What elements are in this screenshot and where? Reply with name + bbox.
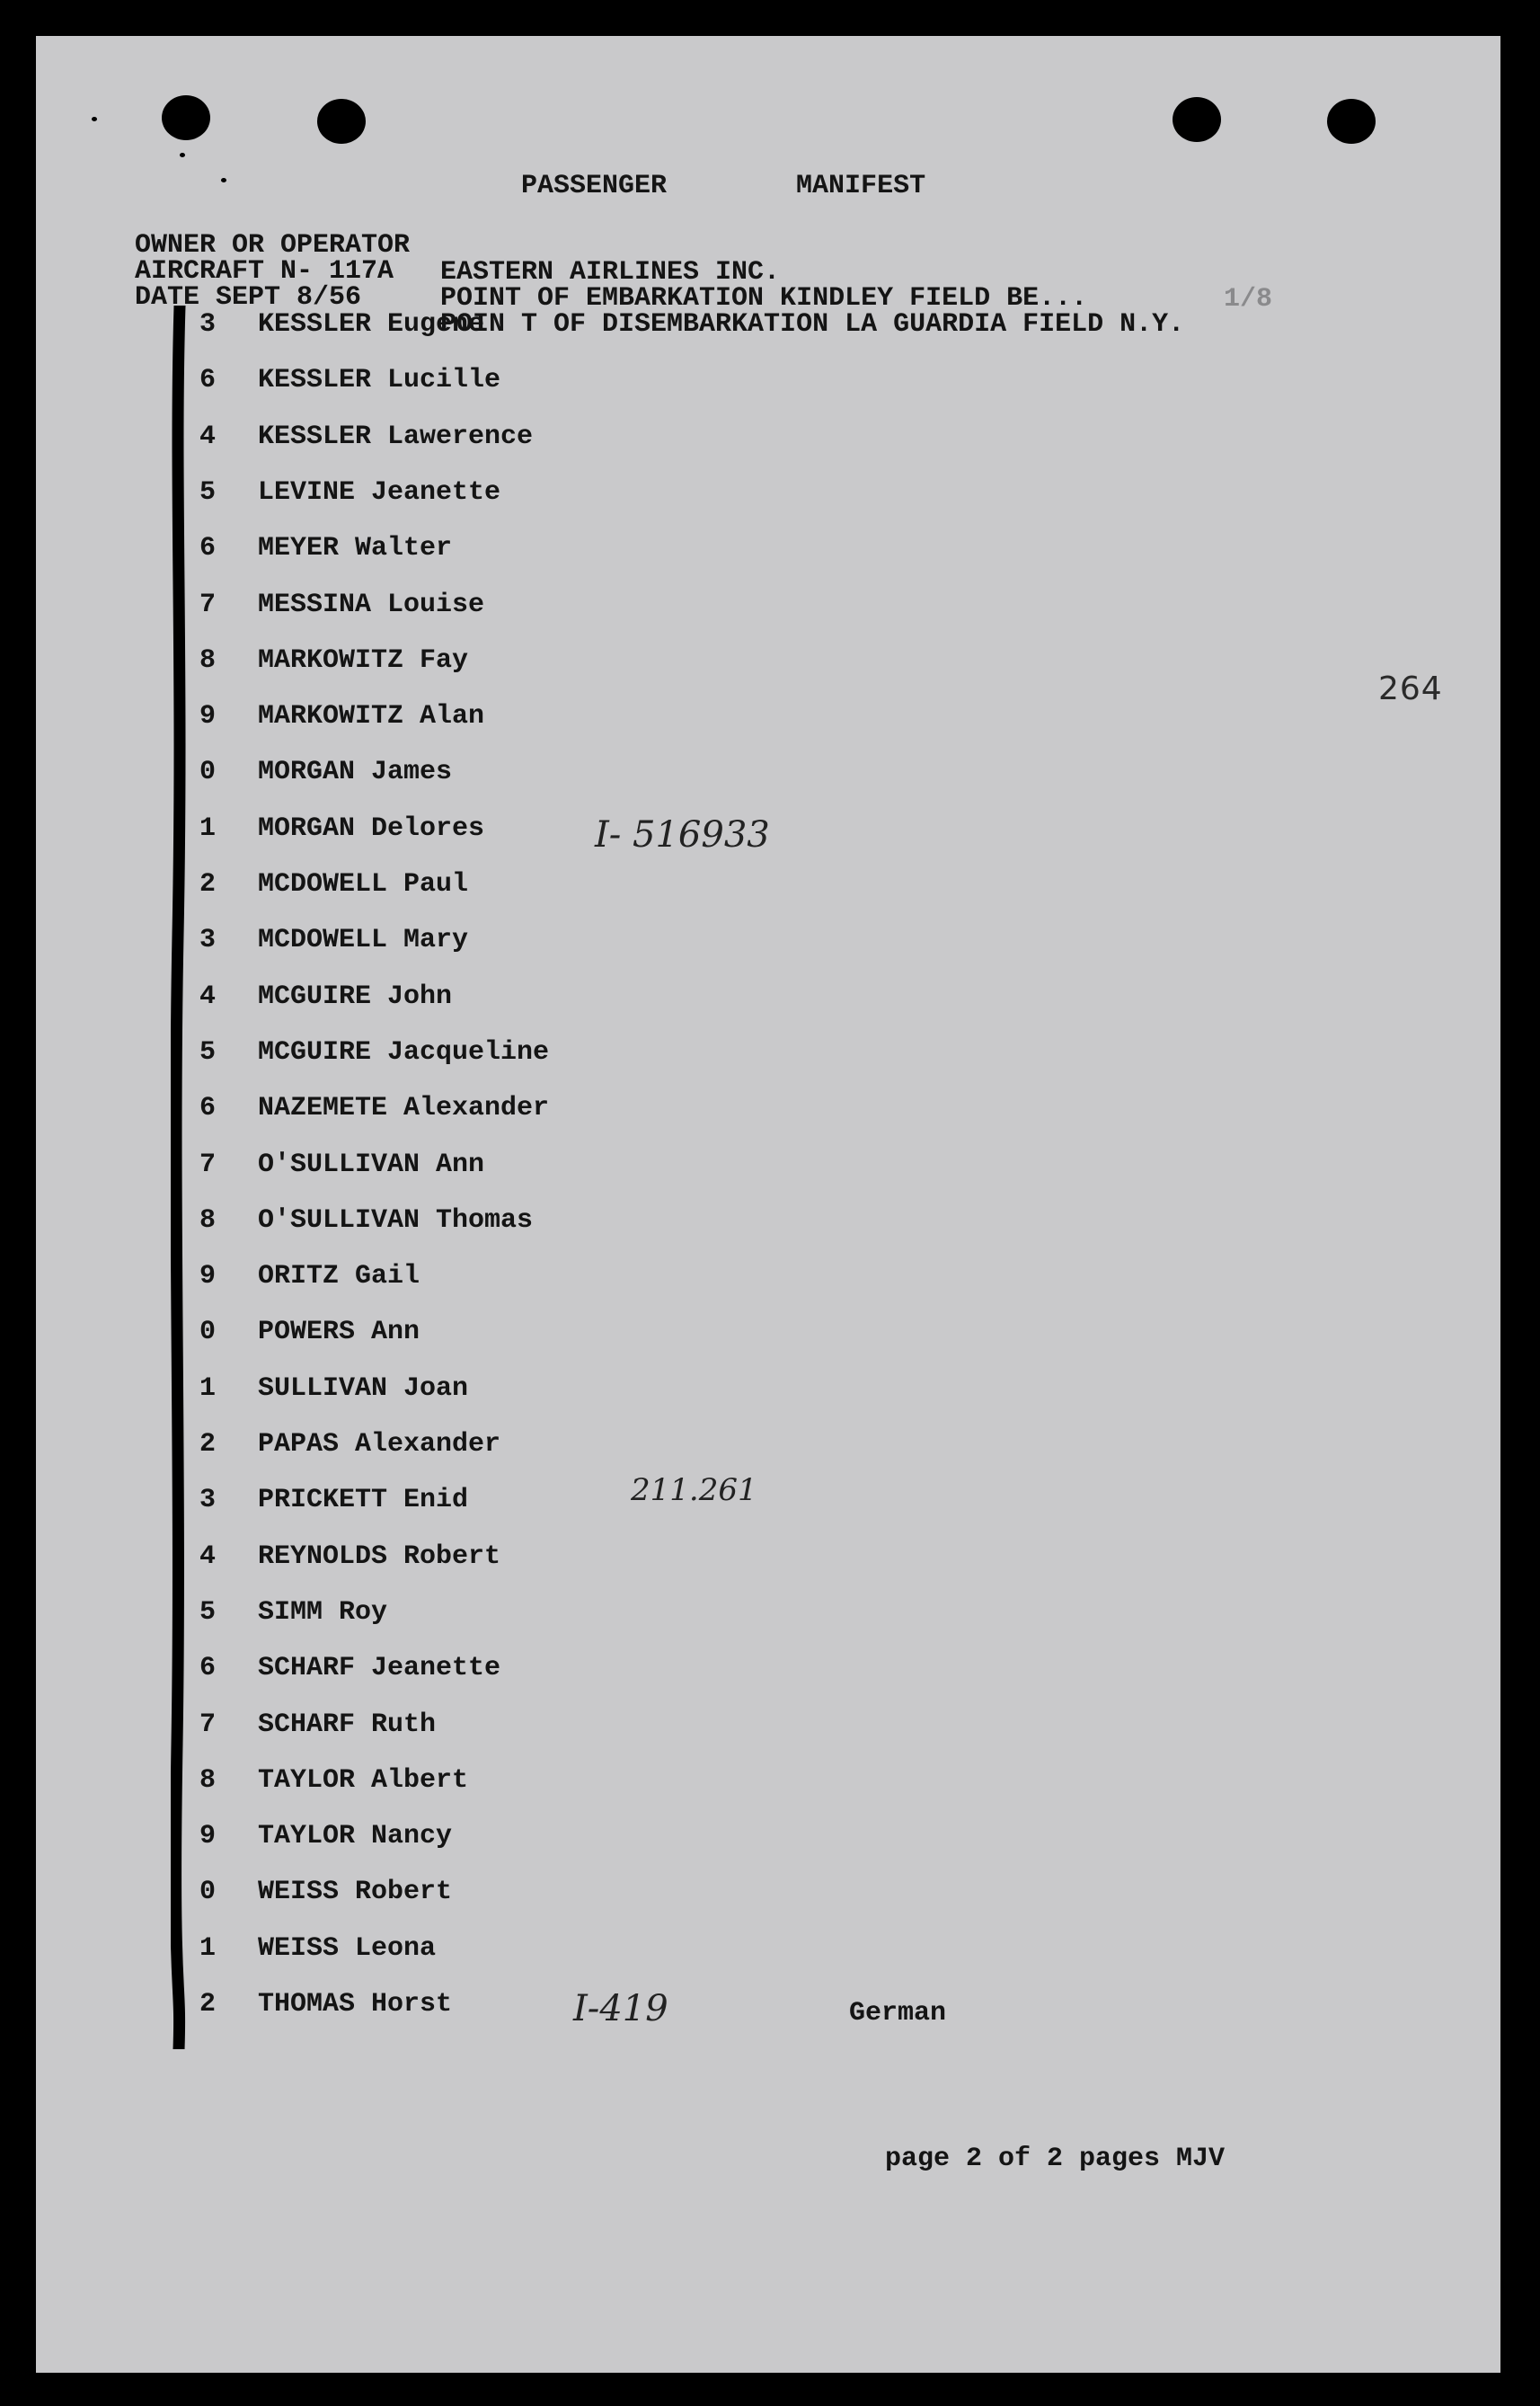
passenger-name: WEISS Leona xyxy=(258,1933,437,1964)
passenger-name: O'SULLIVAN Ann xyxy=(258,1150,485,1180)
row-number: 7 xyxy=(199,1150,217,1180)
punch-hole-3 xyxy=(1173,97,1221,142)
punch-hole-1 xyxy=(162,95,210,140)
row-number: 0 xyxy=(199,1317,217,1347)
handwritten-note-thomas: I-419 xyxy=(573,1988,668,2029)
row-number: 1 xyxy=(199,1373,217,1404)
passenger-name: THOMAS Horst xyxy=(258,1989,453,2020)
passenger-name: TAYLOR Nancy xyxy=(258,1821,453,1851)
row-number: 5 xyxy=(199,477,217,508)
row-number: 9 xyxy=(199,1821,217,1851)
passenger-name: POWERS Ann xyxy=(258,1317,420,1347)
passenger-name: ORITZ Gail xyxy=(258,1261,420,1292)
row-number: 5 xyxy=(199,1037,217,1068)
passenger-name: MARKOWITZ Alan xyxy=(258,701,485,732)
nationality-note: German xyxy=(849,1998,947,2029)
row-number: 4 xyxy=(199,1541,217,1572)
passenger-name: SIMM Roy xyxy=(258,1597,388,1628)
owner-value: EASTERN AIRLINES INC. xyxy=(440,257,781,288)
passenger-name: MORGAN James xyxy=(258,757,453,787)
side-number: 264 xyxy=(1378,670,1443,707)
row-number: 2 xyxy=(199,1429,217,1460)
row-number: 4 xyxy=(199,422,217,452)
row-number: 4 xyxy=(199,981,217,1012)
row-number: 7 xyxy=(199,590,217,620)
row-number: 8 xyxy=(199,1765,217,1796)
passenger-name: WEISS Robert xyxy=(258,1877,453,1907)
passenger-name: PRICKETT Enid xyxy=(258,1485,469,1515)
passenger-name: SCHARF Ruth xyxy=(258,1709,437,1740)
passenger-name: MEYER Walter xyxy=(258,533,453,564)
punch-hole-2 xyxy=(317,99,366,144)
row-number: 6 xyxy=(199,1093,217,1123)
row-number: 9 xyxy=(199,701,217,732)
row-number: 7 xyxy=(199,1709,217,1740)
passenger-name: KESSLER Eugene xyxy=(258,309,485,340)
passenger-name: TAYLOR Albert xyxy=(258,1765,469,1796)
handwritten-note-prickett: 211.261 xyxy=(631,1472,757,1508)
handwritten-note-morgan: I- 516933 xyxy=(595,814,770,856)
row-number: 1 xyxy=(199,813,217,844)
passenger-name: MCDOWELL Paul xyxy=(258,869,469,900)
row-number: 8 xyxy=(199,645,217,676)
passenger-name: MARKOWITZ Fay xyxy=(258,645,469,676)
row-number: 6 xyxy=(199,365,217,395)
manifest-page xyxy=(36,36,1500,2373)
row-number: 3 xyxy=(199,309,217,340)
page-footer: page 2 of 2 pages MJV xyxy=(885,2144,1226,2174)
date-label: DATE SEPT 8/56 xyxy=(135,282,362,313)
passenger-name: MESSINA Louise xyxy=(258,590,485,620)
row-number: 2 xyxy=(199,1989,217,2020)
passenger-name: REYNOLDS Robert xyxy=(258,1541,501,1572)
passenger-name: NAZEMETE Alexander xyxy=(258,1093,550,1123)
ink-speck xyxy=(92,117,97,121)
passenger-name: KESSLER Lawerence xyxy=(258,422,534,452)
passenger-name: O'SULLIVAN Thomas xyxy=(258,1205,534,1236)
ink-speck xyxy=(221,178,226,182)
row-number: 1 xyxy=(199,1933,217,1964)
row-number: 3 xyxy=(199,925,217,955)
passenger-name: MCGUIRE Jacqueline xyxy=(258,1037,550,1068)
passenger-name: LEVINE Jeanette xyxy=(258,477,501,508)
disembarkation: POIN T OF DISEMBARKATION LA GUARDIA FIELD N.Y. xyxy=(440,309,1185,340)
passenger-name: SCHARF Jeanette xyxy=(258,1653,501,1683)
row-number: 8 xyxy=(199,1205,217,1236)
row-number: 6 xyxy=(199,1653,217,1683)
margin-bracket-line xyxy=(171,306,189,2049)
passenger-name: KESSLER Lucille xyxy=(258,365,501,395)
ink-speck xyxy=(180,153,185,157)
passenger-name: MCGUIRE John xyxy=(258,981,453,1012)
row-number: 9 xyxy=(199,1261,217,1292)
punch-hole-4 xyxy=(1327,99,1376,144)
embarkation: POINT OF EMBARKATION KINDLEY FIELD BE... xyxy=(440,283,1088,314)
row-number: 3 xyxy=(199,1485,217,1515)
owner-label: OWNER OR OPERATOR xyxy=(135,230,411,261)
passenger-name: SULLIVAN Joan xyxy=(258,1373,469,1404)
row-number: 2 xyxy=(199,869,217,900)
manifest-title: PASSENGER MANIFEST xyxy=(521,171,926,201)
row-number: 6 xyxy=(199,533,217,564)
row-number: 5 xyxy=(199,1597,217,1628)
passenger-name: PAPAS Alexander xyxy=(258,1429,501,1460)
passenger-name: MCDOWELL Mary xyxy=(258,925,469,955)
aircraft-label: AIRCRAFT N- 117A xyxy=(135,256,394,287)
passenger-name: MORGAN Delores xyxy=(258,813,485,844)
row-number: 0 xyxy=(199,1877,217,1907)
file-ref: 1/8 xyxy=(1224,284,1273,315)
row-number: 0 xyxy=(199,757,217,787)
